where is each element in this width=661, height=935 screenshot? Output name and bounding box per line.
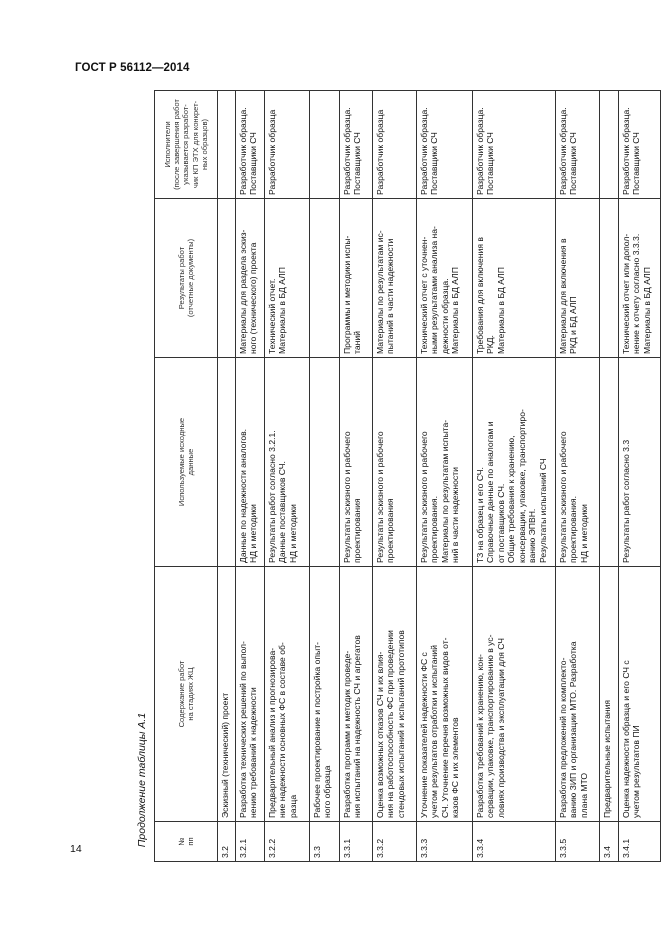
row-content: Разработка программ и методик проведе- ния испытаний на надежность СЧ и агрегатов [340, 567, 373, 822]
table-row [600, 91, 619, 862]
column-header-results: Результаты работ (отчетные документы) [155, 199, 218, 358]
row-executors: Разработчик образца. Поставщики СЧ [556, 91, 600, 199]
row-executors [310, 91, 340, 199]
column-header-input: Используемые исходные данные [155, 358, 218, 567]
row-content: Предварительные испытания [600, 567, 619, 822]
row-input [218, 358, 236, 567]
row-content: Разработка требований к хранению, кон- сервации, упаковке, транспортированию в ус- ловиях производства и эксплуатации для СЧ [473, 567, 556, 822]
row-executors: Разработчик образца. Поставщики СЧ [417, 91, 473, 199]
table-row [265, 91, 310, 862]
row-number: 3.2.2 [265, 822, 310, 862]
row-number: 3.3.4 [473, 822, 556, 862]
row-content: Предварительный анализ и прогнозирова- ние надежности основных ФС в составе об- разца [265, 567, 310, 822]
row-results: Технический отчет или допол- нение к отчету согласно 3.3.3. Материалы в БД АЛП [619, 199, 661, 358]
row-results: Материалы для раздела эскиз- ного (технического) проекта [236, 199, 265, 358]
row-input: Данные по надежности аналогов. НД и методики [236, 358, 265, 567]
table-header-row [155, 91, 218, 862]
row-results [218, 199, 236, 358]
row-results: Требования для включения в РКД. Материалы в БД АЛП [473, 199, 556, 358]
column-header-content: Содержание работ на стадиях ЖЦ [155, 567, 218, 822]
table-container [154, 91, 652, 862]
table-caption-container [134, 695, 150, 865]
page-number: 14 [70, 843, 82, 855]
row-number: 3.3.2 [373, 822, 417, 862]
column-header-number: № пп [155, 822, 218, 862]
row-content: Оценка надежности образца и его СЧ с учетом результатов ПИ [619, 567, 661, 822]
row-results: Технический отчет с уточнен- ными результатами анализа на- дежности образца. Материалы в БД АЛП [417, 199, 473, 358]
row-number: 3.3.3 [417, 822, 473, 862]
row-executors: Разработчик образца. Поставщики СЧ [340, 91, 373, 199]
table-row [619, 91, 661, 862]
row-content: Разработка технических решений по выпол- нению требований к надежности [236, 567, 265, 822]
table-row [417, 91, 473, 862]
requirements-table [154, 90, 661, 862]
row-executors: Разработчик образца [373, 91, 417, 199]
row-results: Программы и методики испы- таний [340, 199, 373, 358]
row-results: Материалы по результатам ис- пытаний в части надежности [373, 199, 417, 358]
table-row [373, 91, 417, 862]
row-executors [600, 91, 619, 199]
row-results: Материалы для включения в РКД и БД АЛП [556, 199, 600, 358]
row-input [600, 358, 619, 567]
row-input: ТЗ на образец и его СЧ. Справочные данные по аналогам и от поставщиков СЧ. Общие требования к хранению, консервации, упаковке, транспортиро- ванию ЭПВН. Результаты испытаний СЧ [473, 358, 556, 567]
row-content: Уточнение показателей надежности ФС с учетом результатов отработки и испытаний СЧ. Уточнение перечня возможных видов от- казов ФС и их элементов [417, 567, 473, 822]
row-content: Рабочее проектирование и постройка опыт- ного образца [310, 567, 340, 822]
table-row [340, 91, 373, 862]
row-content: Оценка возможных отказов СЧ и их влия- ния на работоспособность ФС при проведении стендовых испытаний и испытаний прототипов [373, 567, 417, 822]
column-header-executors: Исполнители (после завершения работ указывается разработ- чик КП ЭТХ для конкрет- ных образцов) [155, 91, 218, 199]
row-number: 3.2 [218, 822, 236, 862]
row-input: Результаты работ согласно 3.3 [619, 358, 661, 567]
row-input [310, 358, 340, 567]
row-number: 3.4 [600, 822, 619, 862]
row-content: Разработка предложений по комплекто- ванию ЗИП и организации МТО. Разработка плана МТО [556, 567, 600, 822]
document-header: ГОСТ Р 56112—2014 [75, 62, 190, 74]
table-row [310, 91, 340, 862]
row-input: Результаты работ согласно 3.2.1. Данные поставщиков СЧ. НД и методики [265, 358, 310, 567]
row-executors: Разработчик образца [265, 91, 310, 199]
row-results [310, 199, 340, 358]
row-input: Результаты эскизного и рабочего проектирования. НД и методики [556, 358, 600, 567]
row-executors: Разработчик образца. Поставщики СЧ [473, 91, 556, 199]
table-row [473, 91, 556, 862]
row-number: 3.3.1 [340, 822, 373, 862]
row-number: 3.3.5 [556, 822, 600, 862]
row-executors [218, 91, 236, 199]
row-input: Результаты эскизного и рабочего проектирования. Материалы по результатам испыта- ний в части надежности [417, 358, 473, 567]
row-results: Технический отчет. Материалы в БД АЛП [265, 199, 310, 358]
row-input: Результаты эскизного и рабочего проектирования [373, 358, 417, 567]
table-row [218, 91, 236, 862]
table-row [236, 91, 265, 862]
table-row [556, 91, 600, 862]
row-input: Результаты эскизного и рабочего проектирования [340, 358, 373, 567]
row-content: Эскизный (технический) проект [218, 567, 236, 822]
row-number: 3.4.1 [619, 822, 661, 862]
row-number: 3.2.1 [236, 822, 265, 862]
row-results [600, 199, 619, 358]
row-number: 3.3 [310, 822, 340, 862]
row-executors: Разработчик образца. Поставщики СЧ [619, 91, 661, 199]
row-executors: Разработчик образца. Поставщики СЧ [236, 91, 265, 199]
table-caption: Продолжение таблицы А.1 [136, 712, 148, 848]
